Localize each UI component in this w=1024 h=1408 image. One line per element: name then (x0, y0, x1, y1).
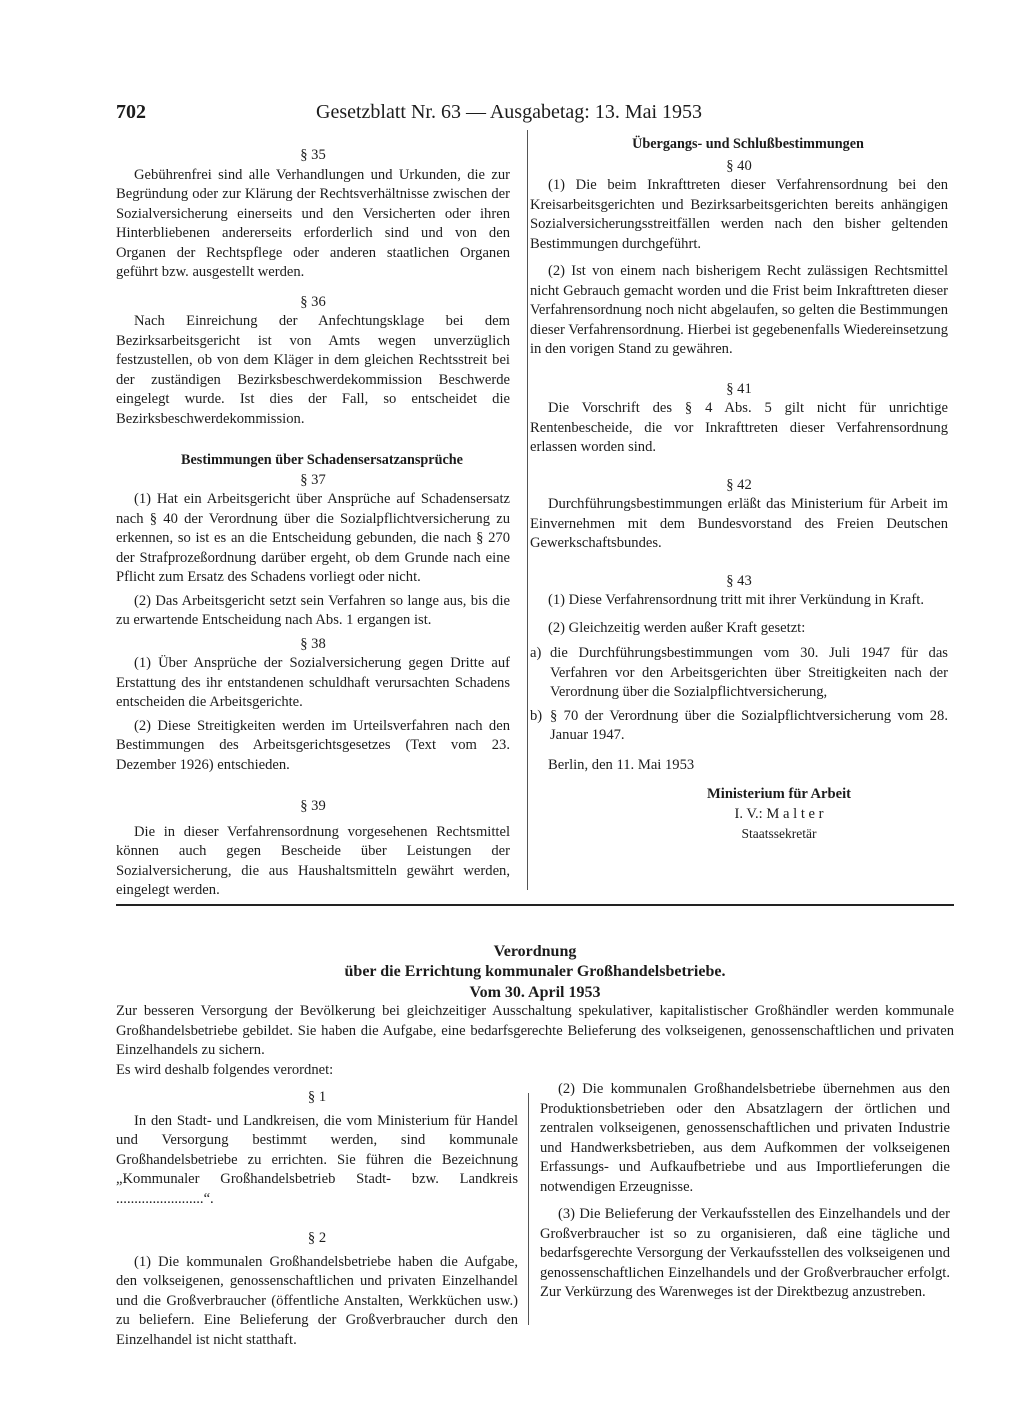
column-divider (527, 130, 528, 890)
date-line: Berlin, den 11. Mai 1953 (548, 756, 695, 773)
section-37-para-1: (1) Hat ein Arbeitsgericht über Ansprüche auf Schadensersatz nach § 40 der Verordnung über die Sozialpflichtversicherung zu erkennen, so ist es an die Entscheidung gebunden, die nach § 270 der Strafprozeßordnung darüber ergeht, ob dem Grunde nach eine Pflicht zum Ersatz des Schadens vorliegt oder nicht. (116, 491, 510, 585)
section-43-para-2: (2) Gleichzeitig werden außer Kraft gesetzt: (548, 619, 806, 636)
section-36-text: Nach Einreichung der Anfechtungsklage bei dem Bezirksarbeitsgericht ist von Amts wegen unverzüglich festzustellen, ob von dem Kläger in dem gleichen Rechtsstreit bei der zuständigen Bezirksbeschwerdekommission Beschwerde eingelegt wurde. Ist dies der Fall, so entscheidet die Bezirksbeschwerdekommission. (116, 313, 510, 427)
section-43-title: § 43 (726, 572, 752, 589)
section-38-para-2: (2) Diese Streitigkeiten werden im Urteilsverfahren nach den Bestimmungen des Arbeitsgerichtsgesetzes (Text vom 23. Dezember 1926) entschieden. (116, 717, 510, 773)
section-38-para-1: (1) Über Ansprüche der Sozialversicherung gegen Dritte auf Erstattung des ihr entstandenen schuldhaft verursachten Schadens entscheiden die Arbeitsgerichte. (116, 655, 510, 710)
decree-column-divider (528, 1093, 529, 1325)
section-42-title: § 42 (726, 476, 752, 493)
decree-section-2-title: § 2 (307, 1230, 327, 1246)
running-title: Gesetzblatt Nr. 63 — Ausgabetag: 13. Mai 1953 (316, 101, 703, 123)
right-column (530, 135, 948, 844)
list-item-b (530, 707, 948, 746)
decree-section-2-para-1: (1) Die kommunalen Großhandelsbetriebe haben die Aufgabe, den volkseigenen, genossenschaftlichen und privaten Einzelhandel und die Großverbraucher (öffentliche Anstalten, Werkküchen usw.) zu beliefern. Eine Belieferung der Großverbraucher durch den Einzelhandel ist nicht statthaft. (116, 1253, 518, 1348)
section-35-text: Gebührenfrei sind alle Verhandlungen und Urkunden, die zur Begründung oder zur Klärung der Rechtsverhältnisse zwischen der Sozialversicherung einerseits und den Versicherten oder ihren Hinterbliebenen andererseits erforderlich sind und von den Organen der Rechtspflege oder anderen staatlichen Organen geführt bzw. ausgestellt werden. (116, 166, 510, 280)
section-40-para-1: (1) Die beim Inkrafttreten dieser Verfahrensordnung bei den Kreisarbeitsgerichten und Bezirksarbeitsgerichten bereits anhängigen Sozialversicherungsstreitfällen werden nach den bisher geltenden Bestimmungen durchgeführt. (530, 177, 948, 252)
ministry-name: Ministerium für Arbeit (706, 786, 852, 802)
section-41-text: Die Vorschrift des § 4 Abs. 5 gilt nicht für unrichtige Rentenbescheide, die vor Inkrafttreten dieser Verfahrensordnung erlassen worden sind. (530, 400, 948, 455)
list-item-a (530, 644, 948, 703)
left-column (116, 146, 510, 901)
list-item-b-label: b) (530, 707, 543, 724)
list-item-a-label: a) (530, 645, 542, 661)
section-40-title: § 40 (726, 157, 752, 174)
decree-intro-text: Zur besseren Versorgung der Bevölkerung bei gleichzeitiger Ausschaltung spekulativer, kapitalistischer Großhändler werden kommunale Großhandelsbetriebe gebildet. Sie haben die Aufgabe, eine bedarfsgerechte Belieferung des volkseigenen, genossenschaftlichen und privaten Einzelhandels zu sichern. (116, 1003, 954, 1058)
page-number: 702 (116, 101, 146, 123)
section-39-title: § 39 (300, 798, 326, 814)
list-item-a-text: die Durchführungsbestimmungen vom 30. Juli 1947 für das Verfahren vor den Arbeitsgerichten über Streitigkeiten nach der Verordnung über die Sozialpflichtversicherung, (550, 645, 948, 700)
section-36-title: § 36 (300, 293, 326, 310)
section-42-text: Durchführungsbestimmungen erläßt das Ministerium für Arbeit im Einvernehmen mit dem Bundesvorstand des Freien Deutschen Gewerkschaftsbundes. (530, 496, 948, 551)
decree-title-1: Verordnung (493, 943, 577, 960)
decree-right-column (540, 1080, 950, 1303)
section-35-title: § 35 (300, 147, 326, 163)
section-37-title: § 37 (300, 471, 326, 488)
decree-section-1-text: In den Stadt- und Landkreisen, die vom Ministerium für Handel und Versorgung bestimmt werden, sind kommunale Großhandelsbetriebe zu errichten. Sie führen die Bezeichnung „Kommunaler Großhandelsbetrieb Stadt- bzw. Landkreis ........................“. (116, 1112, 518, 1207)
decree-section-2-para-3: (3) Die Belieferung der Verkaufsstellen des Einzelhandels und der Großverbraucher ist so zu organisieren, daß eine tägliche und bedarfsgerechte Versorgung der Verkaufsstellen des volkseigenen und genossenschaftlichen Einzelhandels und der Großverbraucher erfolgt. Zur Verkürzung des Warenweges ist der Direktbezug anzustreben. (540, 1206, 950, 1300)
section-separator (116, 904, 954, 906)
decree-intro-2: Es wird deshalb folgendes verordnet: (116, 1061, 334, 1078)
section-37-para-2: (2) Das Arbeitsgericht setzt sein Verfahren so lange aus, bis die zu erwartende Entscheidung nach Abs. 1 ergangen ist. (116, 592, 510, 628)
decree-section-1-title: § 1 (307, 1089, 327, 1105)
heading-schadensersatz: Bestimmungen über Schadensersatzansprüche (181, 452, 463, 468)
signer-name: I. V.: M a l t e r (734, 805, 824, 822)
signature-block (610, 785, 948, 844)
decree-date: Vom 30. April 1953 (469, 984, 601, 1001)
section-38-title: § 38 (300, 635, 326, 652)
decree-left-column (116, 1088, 518, 1350)
decree-title-2: über die Errichtung kommunaler Großhandelsbetriebe. (344, 963, 726, 980)
section-41-title: § 41 (726, 380, 752, 397)
decree-preamble (116, 1002, 954, 1080)
signer-role: Staatssekretär (741, 826, 817, 841)
section-40-para-2: (2) Ist von einem nach bisherigem Recht zulässigen Rechtsmittel nicht Gebrauch gemacht worden und die Frist beim Inkrafttreten dieser Verfahrensordnung noch nicht abgelaufen, so gelten die Bestimmungen dieser Verfahrensordnung. Hierbei ist gegebenenfalls Wiedereinsetzung in den vorigen Stand zu gewähren. (530, 263, 948, 357)
decree-section-2-para-2: (2) Die kommunalen Großhandelsbetriebe übernehmen aus den Produktionsbetrieben oder den Absatzlagern der örtlichen und zentralen volkseigenen, genossenschaftlichen und privaten Industrie und Handwerksbetrieben, aus dem Aufkommen der volkseigenen Erfassungs- und Aufkaufbetriebe und aus Importlieferungen die notwendigen Erzeugnisse. (540, 1081, 950, 1195)
heading-uebergangsbestimmungen: Übergangs- und Schlußbestimmungen (632, 136, 864, 152)
section-43-para-1: (1) Diese Verfahrensordnung tritt mit ihrer Verkündung in Kraft. (548, 592, 924, 608)
section-39-text: Die in dieser Verfahrensordnung vorgesehenen Rechtsmittel können auch gegen Bescheide über Leistungen der Sozialversicherung, die aus Haushaltsmitteln gewährt werden, eingelegt werden. (116, 823, 510, 898)
list-item-b-text: § 70 der Verordnung über die Sozialpflichtversicherung vom 28. Januar 1947. (550, 707, 948, 743)
